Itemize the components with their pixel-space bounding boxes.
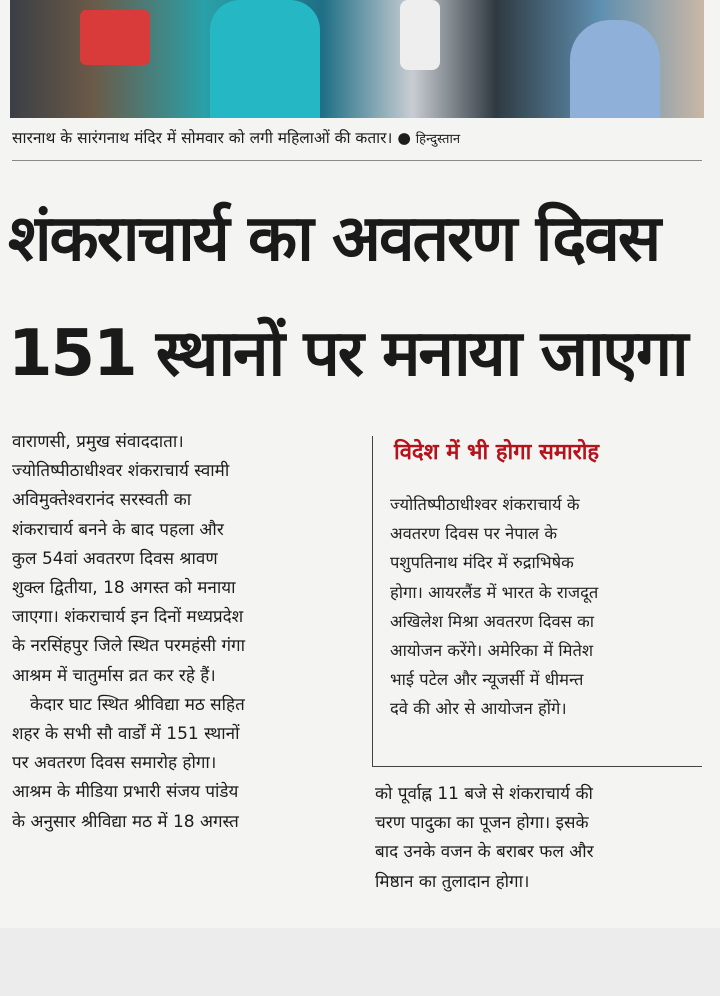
body-line: के नरसिंहपुर जिले स्थित परमहंसी गंगा (12, 636, 246, 657)
body-line: शहर के सभी सौ वार्डों में 151 स्थानों (12, 724, 240, 745)
body-line: वाराणसी, प्रमुख संवाददाता। (12, 432, 184, 452)
body-line: आश्रम में चातुर्मास व्रत कर रहे हैं। (12, 665, 216, 686)
right-column (375, 780, 705, 897)
body-line: अविमुक्तेश्वरानंद सरस्वती का (12, 490, 192, 511)
body-line: चरण पादुका का पूजन होगा। इसके (375, 813, 589, 834)
body-line: शंकराचार्य बनने के बाद पहला और (12, 519, 224, 540)
body-line: आश्रम के मीडिया प्रभारी संजय पांडेय (12, 782, 239, 803)
box-line: होगा। आयरलैंड में भारत के राजदूत (390, 582, 599, 602)
caption-text: सारनाथ के सारंगनाथ मंदिर में सोमवार को लगी महिलाओं की कतार। ● (12, 129, 411, 147)
body-line: के अनुसार श्रीविद्या मठ में 18 अगस्त (12, 811, 239, 832)
caption-source: हिन्दुस्तान (415, 132, 461, 147)
box-body (390, 490, 712, 724)
page-bottom-margin (0, 928, 720, 996)
body-line: कुल 54वां अवतरण दिवस श्रावण (12, 548, 218, 569)
photo-caption (12, 126, 712, 154)
body-line: ज्योतिष्पीठाधीश्वर शंकराचार्य स्वामी (12, 461, 230, 482)
box-line: अवतरण दिवस पर नेपाल के (390, 524, 557, 544)
box-line: अखिलेश मिश्रा अवतरण दिवस का (390, 611, 595, 631)
left-column (12, 428, 352, 837)
body-line: जाएगा। शंकराचार्य इन दिनों मध्यप्रदेश (12, 607, 244, 628)
box-border-bottom (372, 766, 702, 767)
box-heading: विदेश में भी होगा समारोह (394, 440, 600, 465)
photo-water-bottle (400, 0, 440, 70)
body-line: बाद उनके वजन के बराबर फल और (375, 842, 594, 863)
photo-person-blue (570, 20, 660, 118)
box-line: भाई पटेल और न्यूजर्सी में धीमन्त (390, 670, 584, 690)
body-line: मिष्ठान का तुलादान होगा। (375, 871, 530, 892)
box-border-left (372, 436, 373, 766)
headline-line-1: शंकराचार्य का अवतरण दिवस (8, 202, 660, 276)
box-line: दवे की ओर से आयोजन होंगे। (390, 699, 567, 719)
body-line: शुक्ल द्वितीया, 18 अगस्त को मनाया (12, 578, 236, 599)
photo-woman-teal-saree (210, 0, 320, 118)
box-line: पशुपतिनाथ मंदिर में रुद्राभिषेक (390, 553, 574, 573)
photo-red-basket (80, 10, 150, 65)
box-line: ज्योतिष्पीठाधीश्वर शंकराचार्य के (390, 495, 580, 514)
body-line: केदार घाट स्थित श्रीविद्या मठ सहित (30, 694, 245, 715)
headline-line-2: 151 स्थानों पर मनाया जाएगा (8, 317, 687, 391)
body-line: पर अवतरण दिवस समारोह होगा। (12, 753, 217, 774)
body-line: को पूर्वाह्न 11 बजे से शंकराचार्य की (375, 784, 593, 804)
news-photo (10, 0, 704, 118)
caption-divider (12, 160, 702, 161)
box-line: आयोजन करेंगे। अमेरिका में मितेश (390, 641, 594, 661)
